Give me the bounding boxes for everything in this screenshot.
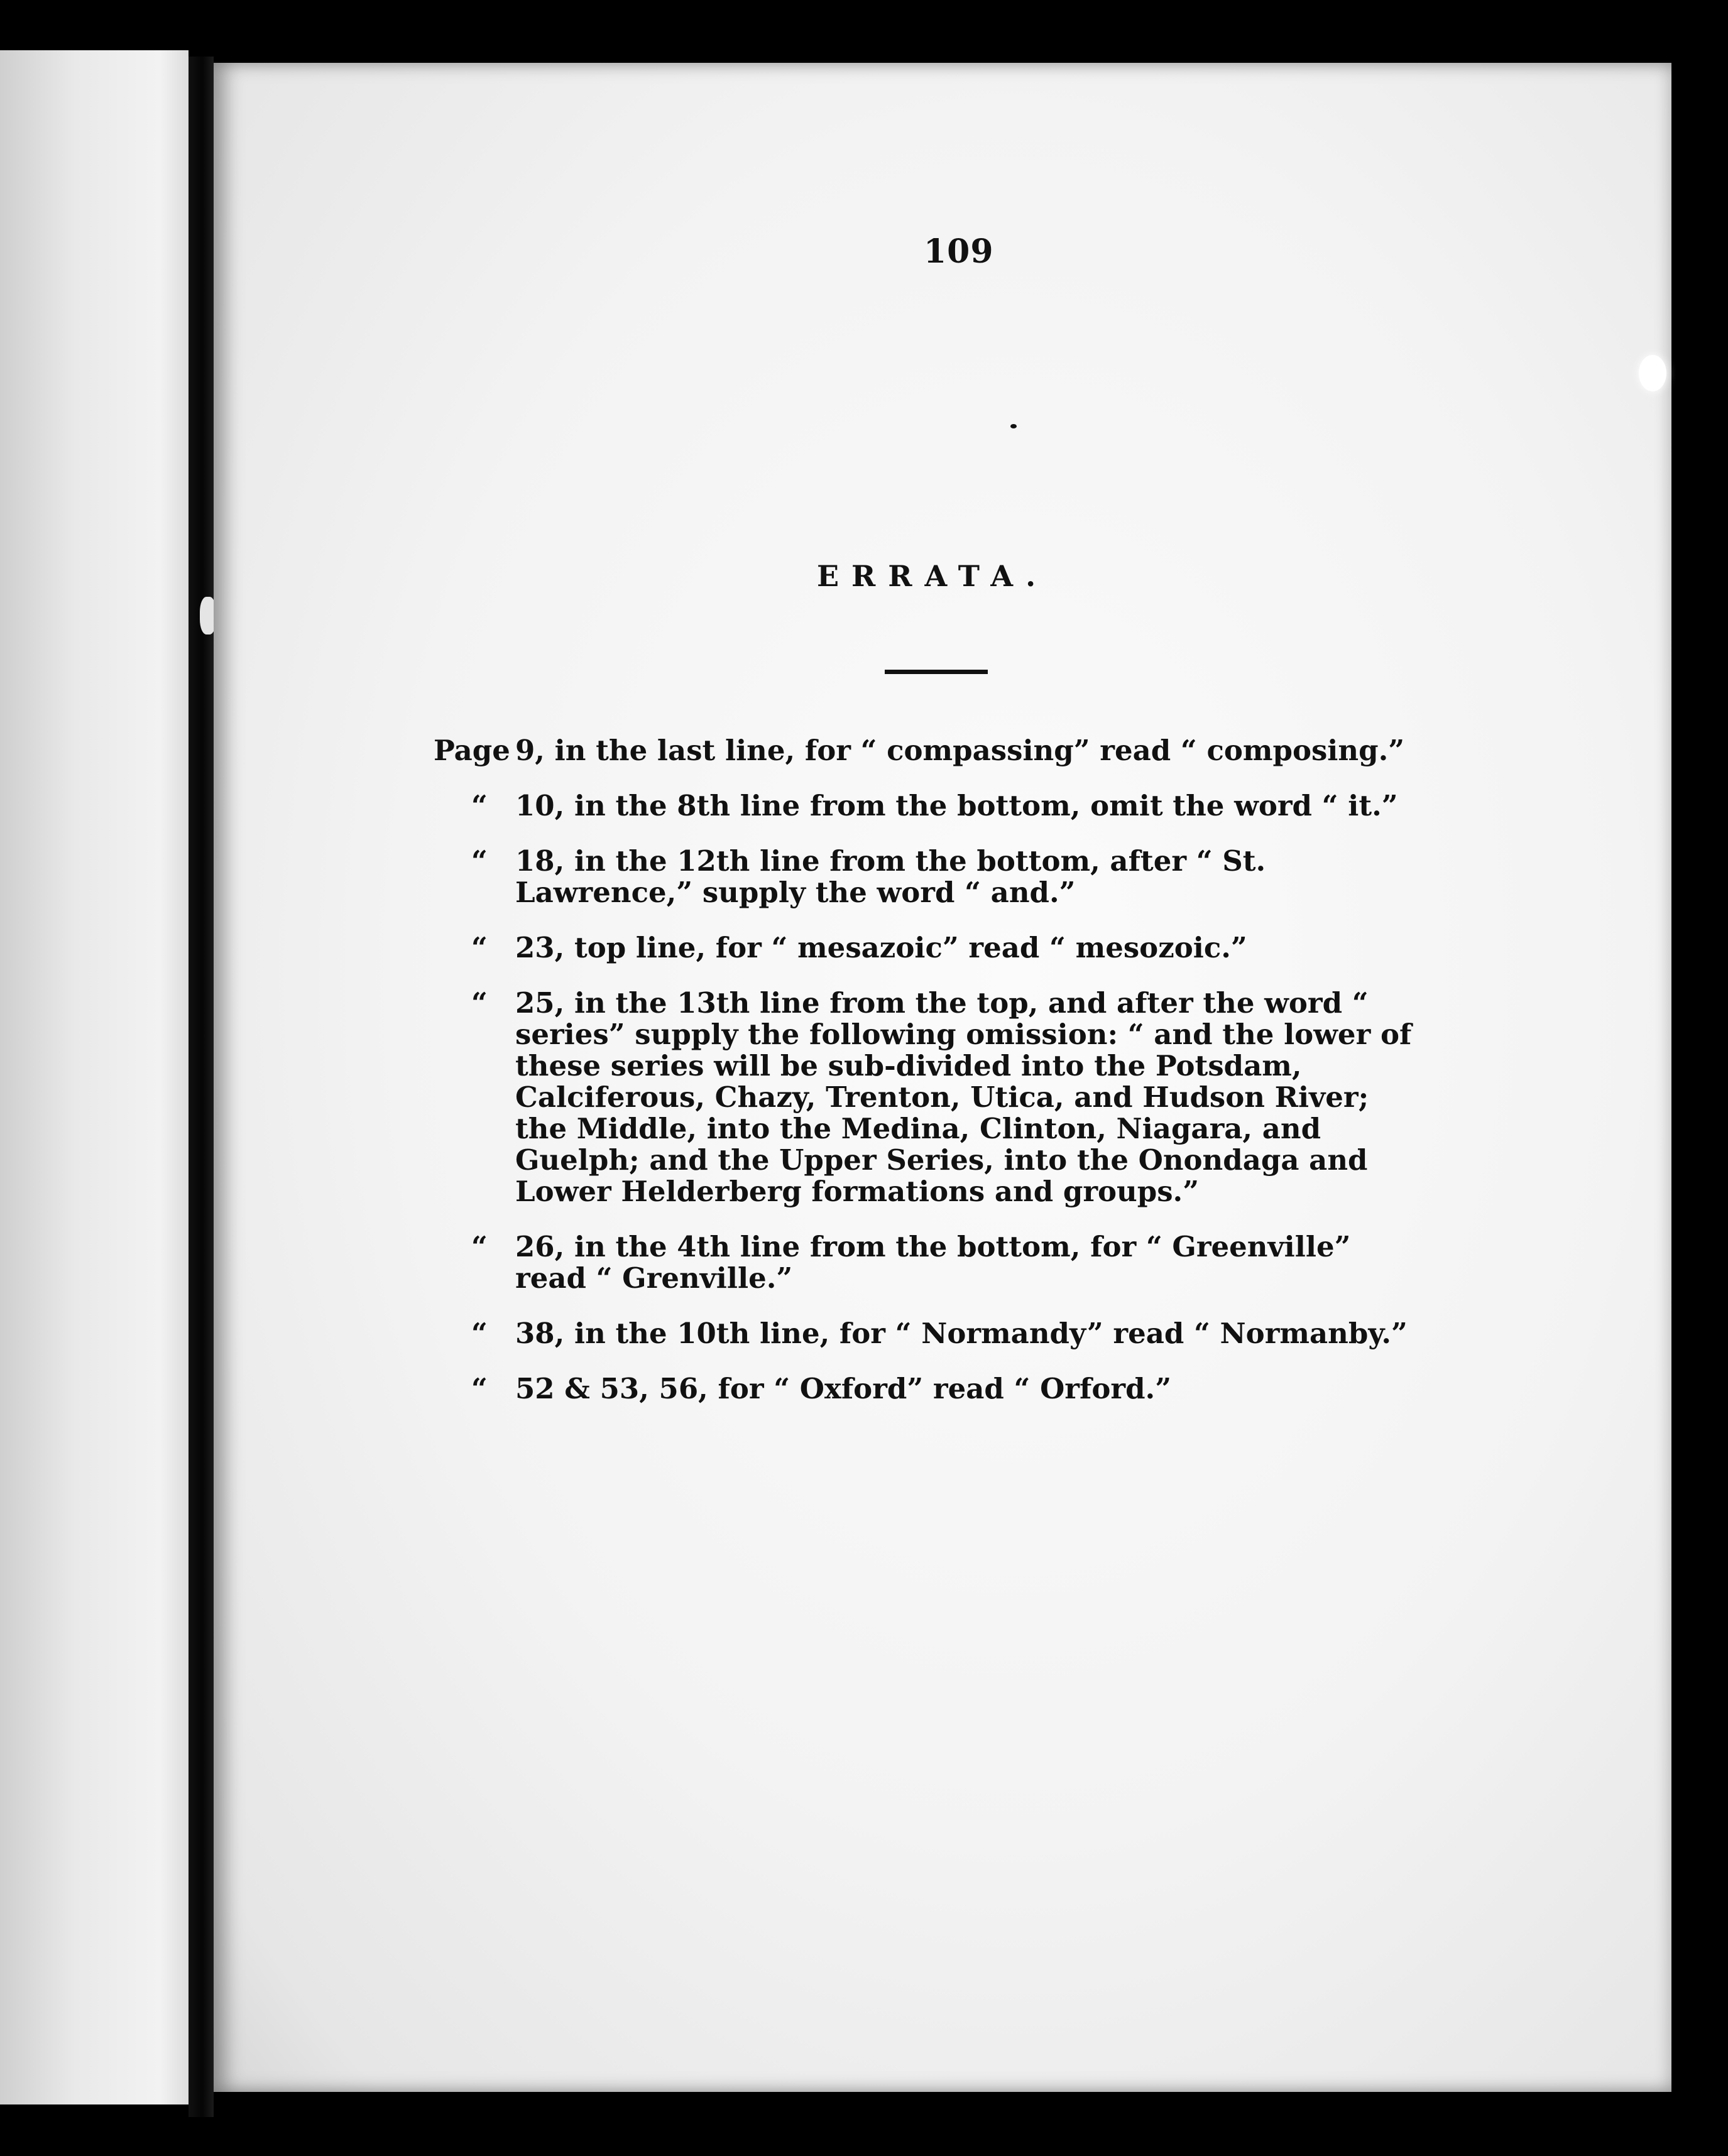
entry-text: in the 12th line from the bottom, after “ St. Lawrence,” supply the word “ and.”	[515, 844, 1266, 909]
entry-text: in the 4th line from the bottom, for “ Greenville” read “ Grenville.”	[515, 1230, 1351, 1295]
entry-text: for “ Oxford” read “ Orford.”	[718, 1372, 1172, 1405]
entry-text: in the 8th line from the bottom, omit the word “ it.”	[574, 789, 1398, 822]
left-facing-page	[0, 50, 189, 2104]
entry-text: in the 10th line, for “ Normandy” read “ Normanby.”	[574, 1317, 1408, 1350]
entry-text: top line, for “ mesazoic” read “ mesozoic.”	[574, 931, 1247, 964]
errata-entry	[434, 1318, 1414, 1349]
entry-lead: “	[471, 986, 488, 1020]
entry-lead: “	[471, 1317, 488, 1350]
errata-list	[434, 735, 1414, 1429]
entry-page: 52 & 53, 56,	[515, 1372, 718, 1405]
entry-page: 25,	[515, 986, 574, 1020]
scan-blemish	[1639, 355, 1666, 391]
entry-lead: “	[471, 844, 488, 878]
errata-entry	[434, 932, 1414, 964]
book-gutter	[189, 57, 214, 2117]
entry-lead: “	[471, 1230, 488, 1263]
entry-lead: Page	[434, 734, 510, 767]
entry-page: 23,	[515, 931, 574, 964]
errata-entry	[434, 790, 1414, 822]
errata-entry	[434, 988, 1414, 1207]
errata-entry	[434, 735, 1414, 766]
errata-entry	[434, 846, 1414, 908]
entry-lead: “	[471, 931, 488, 964]
entry-page: 10,	[515, 789, 574, 822]
errata-entry	[434, 1373, 1414, 1405]
page-number: 109	[924, 232, 994, 271]
entry-page: 18,	[515, 844, 574, 878]
entry-page: 26,	[515, 1230, 574, 1263]
title-rule	[885, 670, 988, 674]
entry-lead: “	[471, 1372, 488, 1405]
errata-entry	[434, 1231, 1414, 1294]
page-title: ERRATA.	[817, 559, 1049, 593]
entry-text: in the last line, for “ compassing” read “ composing.”	[554, 734, 1405, 767]
entry-text: in the 13th line from the top, and after the word “ series” supply the following omission: “ and the lower of these series will be sub-divided into the Potsdam, Calciferous, Chazy, Trenton, Utica, and Hudson River; the Middle, into the Medina, Clinton, Niagara, and Guelph; and the Upper Series, into the Onondaga and Lower Helderberg formations and groups.”	[515, 986, 1412, 1208]
entry-lead: “	[471, 789, 488, 822]
entry-page: 9,	[515, 734, 555, 767]
ink-speck	[1010, 424, 1017, 428]
entry-page: 38,	[515, 1317, 574, 1350]
